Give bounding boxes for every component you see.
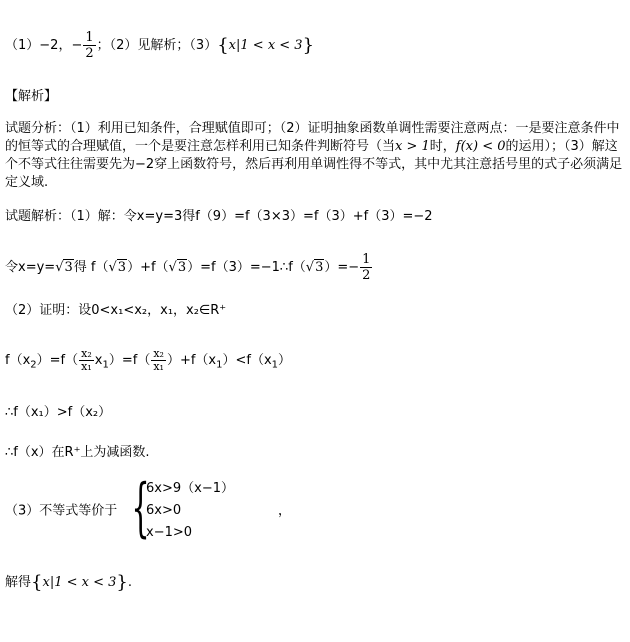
fraction-denominator: x₁	[153, 360, 164, 373]
solution-step-8	[5, 574, 132, 591]
step4-fraction	[151, 348, 166, 373]
step4-text-g: ）	[278, 353, 292, 368]
answer-part2-value: 见解析	[137, 38, 177, 53]
system-rows	[146, 476, 234, 546]
fraction-numerator: x₂	[81, 347, 92, 360]
step4-fraction	[79, 348, 94, 373]
set-bar: |	[236, 38, 241, 53]
answer-part1-value: −2，−	[39, 38, 83, 53]
fraction-numerator: 1	[85, 30, 94, 45]
step4-subscript: 1	[102, 359, 109, 371]
sqrt-radicand: 3	[315, 260, 324, 275]
step4-text-e: ）+f（x	[166, 353, 217, 368]
step8-suffix: .	[127, 575, 132, 590]
step2-fraction	[360, 252, 372, 283]
solution-step-3: （2）证明：设0<x₁<x₂，x₁，x₂∈R⁺	[5, 303, 227, 318]
solution-step-1	[5, 208, 433, 225]
analysis-condition-f: f(x) < 0	[455, 139, 506, 154]
solution-step-4	[5, 348, 291, 373]
analysis-label: 试题分析：	[5, 121, 71, 136]
solution-step-6: ∴f（x）在R⁺上为减函数.	[5, 445, 150, 460]
sqrt-expression: √3	[108, 260, 127, 275]
solution-step-5: ∴f（x₁）>f（x₂）	[5, 405, 112, 420]
step4-text-d: ）=f（	[108, 353, 151, 368]
fraction-numerator: 1	[362, 252, 371, 267]
set-condition: 1 < x < 3	[54, 575, 117, 590]
solution-label: 试题解析：	[5, 209, 71, 224]
analysis-text-c: 的运用）；（3）解这个不等式往往需要先为−2穿上函数符号，然后再利用单调性得不等式，其中尤其注意括号里的式子必须满足定义域.	[5, 139, 623, 190]
answer-part1-fraction	[83, 30, 95, 61]
sqrt-expression: √3	[168, 260, 187, 275]
sqrt-radicand: 3	[64, 260, 73, 275]
sqrt-expression: √3	[55, 260, 73, 275]
system-row: x−1>0	[146, 525, 193, 540]
sqrt-radicand: 3	[117, 260, 127, 275]
system-row: 6x>9（x−1）	[146, 481, 234, 496]
step2-text-1: 得 f（	[73, 260, 109, 275]
set-bar: |	[49, 575, 55, 590]
answer-line	[5, 30, 314, 61]
answer-part3-sep: ；（3）	[176, 38, 218, 53]
solution-step-1-text: （1）解：令x=y=3得f（9）=f（3×3）=f（3）+f（3）=−2	[70, 209, 433, 224]
set-close-brace: }	[116, 572, 128, 593]
system-brace: {	[131, 471, 150, 545]
set-open-brace: {	[217, 35, 229, 56]
step4-subscript: 1	[216, 359, 223, 371]
analysis-text-b: 时，	[429, 139, 456, 154]
step4-text-f: ）<f（x	[222, 353, 272, 368]
fraction-denominator: 2	[85, 46, 94, 61]
step2-text-3: ）=f（3）=−1∴f（	[187, 260, 306, 275]
answer-part2-sep: ；（2）	[96, 38, 138, 53]
step2-text-4: ）=−	[324, 260, 360, 275]
solution-step-7	[5, 471, 292, 546]
set-open-brace: {	[31, 572, 43, 593]
fraction-denominator: 2	[362, 268, 371, 283]
set-close-brace: }	[302, 35, 315, 56]
system-row: 6x>0	[146, 503, 182, 518]
solution-step-2	[5, 252, 373, 283]
analysis-condition-x: x > 1	[395, 139, 430, 154]
inequality-system	[117, 471, 234, 546]
answer-part1-label: （1）	[5, 38, 40, 53]
analysis-text-a: （1）利用已知条件，合理赋值即可；（2）证明抽象函数单调性需要注意两点：一是要注意条件中的恒等式的合理赋值，一个是要注意怎样利用已知条件判断符号（当	[5, 121, 620, 154]
fraction-numerator: x₂	[153, 347, 164, 360]
step7-prefix: （3）不等式等价于	[5, 503, 118, 519]
set-variable: x	[228, 38, 236, 53]
sqrt-expression: √3	[305, 260, 324, 275]
set-condition: 1 < x < 3	[240, 38, 303, 53]
step4-text-b: ）=f（	[36, 353, 79, 368]
step8-prefix: 解得	[5, 575, 32, 590]
step2-text-2: ）+f（	[127, 260, 169, 275]
fraction-denominator: x₁	[81, 360, 92, 373]
step4-text-a: f（x	[5, 353, 31, 368]
analysis-heading: 【解析】	[5, 89, 58, 104]
set-variable: x	[42, 575, 50, 590]
step7-suffix: ，	[278, 503, 292, 519]
step4-text-c: x	[94, 353, 103, 368]
sqrt-radicand: 3	[177, 260, 187, 275]
analysis-paragraph	[5, 120, 624, 192]
step4-subscript: 1	[271, 359, 279, 371]
step2-prefix: 令x=y=	[5, 260, 56, 275]
step4-subscript: 2	[30, 359, 37, 371]
